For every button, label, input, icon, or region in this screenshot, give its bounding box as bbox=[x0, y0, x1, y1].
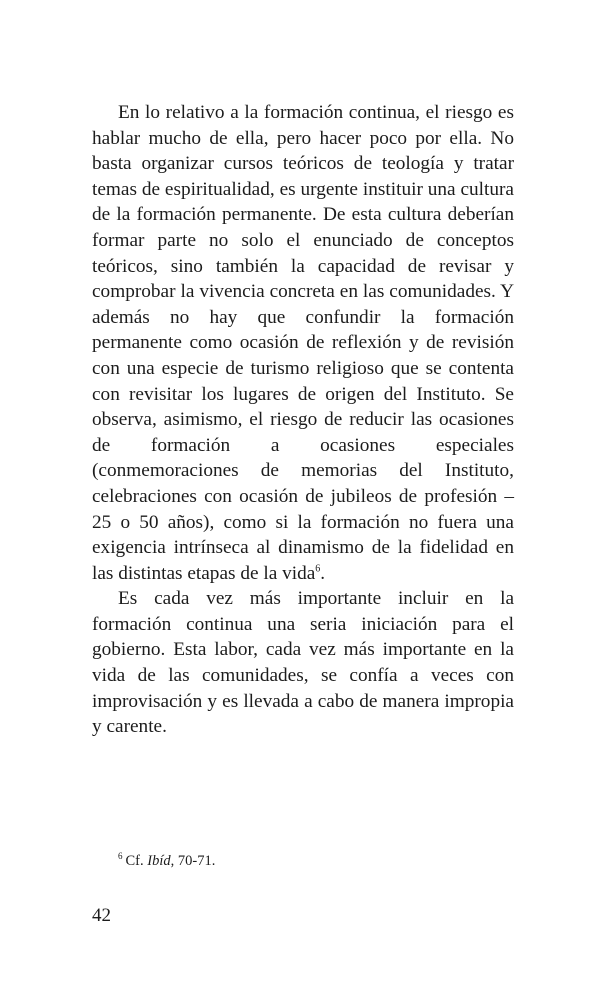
body-paragraph bbox=[92, 100, 514, 586]
page-number: 42 bbox=[92, 905, 111, 926]
footnote-number: 6 bbox=[118, 851, 123, 862]
paragraph-end-punctuation: . bbox=[320, 562, 326, 584]
paragraph-text: En lo relativo a la formación continua, el riesgo es hablar mucho de ella, pero hacer poco por ella. No basta organizar cursos teóricos de teología y tratar temas de espiritualidad, es urgente instituir una cultura de la formación permanente. De esta cultura deberían formar parte no solo el enunciado de conceptos teóricos, sino también la capacidad de revisar y comprobar la vivencia concreta en las comunidades. Y además no hay que confundir la formación permanente como ocasión de reflexión y de revisión con una especie de turismo religioso que se contenta con revisitar los lugares de origen del Instituto. Se observa, asimismo, el riesgo de reducir las ocasiones de formación a ocasiones especiales (conmemoraciones de memorias del Instituto, celebraciones con ocasión de jubileos de profesión – 25 o 50 años), como si la formación no fuera una exigencia intrínseca al dinamismo de la fidelidad en las distintas etapas de la vida bbox=[92, 102, 514, 584]
paragraph-text: Es cada vez más importante incluir en la formación continua una seria iniciación para el gobierno. Esta labor, cada vez más importante en la vida de las comunidades, se confía a veces con improvisación y es llevada a cabo de manera impropia y carente. bbox=[92, 588, 514, 738]
body-paragraph bbox=[92, 586, 514, 740]
footnote-italic-source: Ibíd bbox=[147, 853, 171, 869]
footnote-prefix: Cf. bbox=[125, 853, 148, 869]
footnote bbox=[118, 852, 215, 870]
footnote-reference[interactable]: 6 bbox=[315, 563, 321, 575]
footnote-pages: , 70-71. bbox=[170, 853, 216, 869]
page-body bbox=[92, 100, 514, 740]
